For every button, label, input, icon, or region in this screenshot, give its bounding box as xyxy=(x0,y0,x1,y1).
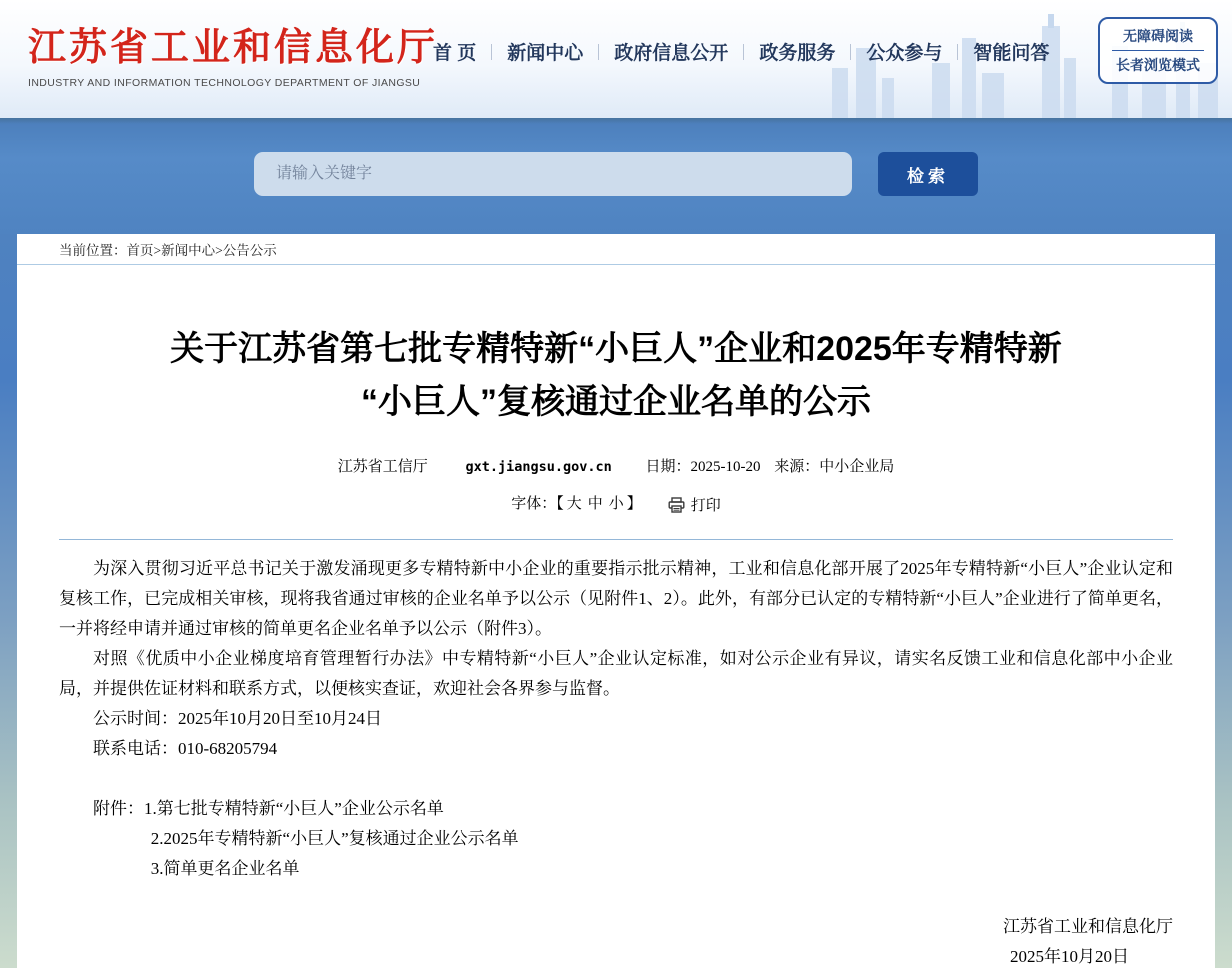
attachment-item-1[interactable]: 1.第七批专精特新“小巨人”企业公示名单 xyxy=(144,799,444,819)
attachments-label: 附件： xyxy=(93,799,144,819)
font-size-medium-button[interactable]: 中 xyxy=(587,496,603,512)
attachment-line-1 xyxy=(59,794,1173,824)
attachments xyxy=(59,794,1173,884)
bracket-open: 【 xyxy=(556,496,564,512)
nav-separator xyxy=(491,44,492,60)
contact-phone: 联系电话：010-68205794 xyxy=(93,739,278,759)
nav-separator xyxy=(743,44,744,60)
nav-separator xyxy=(598,44,599,60)
font-size-large-button[interactable]: 大 xyxy=(566,496,582,512)
article xyxy=(17,323,1215,968)
nav-item-news[interactable]: 新闻中心 xyxy=(507,43,584,64)
search-button[interactable]: 检索 xyxy=(878,152,978,196)
nav-separator xyxy=(957,44,958,60)
attachment-item-3[interactable]: 3.简单更名企业名单 xyxy=(150,859,300,879)
article-meta xyxy=(59,455,1173,476)
site-logo[interactable] xyxy=(28,16,438,89)
nav-item-home[interactable]: 首 页 xyxy=(433,43,477,64)
font-size-label: 字体： xyxy=(511,496,557,512)
main-nav xyxy=(433,38,1049,65)
site-header xyxy=(0,0,1232,118)
logo-subtitle: INDUSTRY AND INFORMATION TECHNOLOGY DEPARTMENT OF JIANGSU xyxy=(28,77,421,89)
breadcrumb-label: 当前位置： xyxy=(59,243,127,258)
meta-date: 日期：2025-10-20 xyxy=(645,459,761,475)
search-input[interactable] xyxy=(254,152,852,196)
print-label: 打印 xyxy=(690,498,721,515)
font-size-small-button[interactable]: 小 xyxy=(608,496,624,512)
accessibility-box xyxy=(1098,17,1218,84)
accessibility-divider xyxy=(1112,50,1204,51)
signature-date: 2025年10月20日 xyxy=(1010,947,1129,967)
bracket-close: 】 xyxy=(626,496,642,512)
publicity-period: 公示时间：2025年10月20日至10月24日 xyxy=(93,709,382,729)
logo-title: 江苏省工业和信息化厅 xyxy=(28,27,439,69)
breadcrumb xyxy=(17,234,1215,265)
meta-site-url: gxt.jiangsu.gov.cn xyxy=(465,459,612,475)
meta-source-dept: 江苏省工信厅 xyxy=(337,459,428,475)
paragraph-1: 为深入贯彻习近平总书记关于激发涌现更多专精特新中小企业的重要指示批示精神，工业和信息化部开展了2025年专精特新“小巨人”企业认定和复核工作，已完成相关审核，现将我省通过审核的企业名单予以公示（见附件1、2）。此外，有部分已认定的专精特新“小巨人”企业进行了简单更名，一并将经申请并通过审核的简单更名企业名单予以公示（附件3）。 xyxy=(59,559,1173,639)
nav-item-services[interactable]: 政务服务 xyxy=(759,43,836,64)
meta-origin: 来源：中小企业局 xyxy=(774,459,895,475)
nav-item-participation[interactable]: 公众参与 xyxy=(866,43,943,64)
paragraph-2: 对照《优质中小企业梯度培育管理暂行办法》中专精特新“小巨人”企业认定标准，如对公示企业有异议，请实名反馈工业和信息化部中小企业局，并提供佐证材料和联系方式，以便核实查证，欢迎社会各界参与监督。 xyxy=(59,649,1173,699)
breadcrumb-path[interactable]: 首页>新闻中心>公告公示 xyxy=(126,243,277,258)
article-body xyxy=(59,554,1173,764)
search-banner xyxy=(0,118,1232,234)
article-title xyxy=(59,323,1173,429)
signature-block xyxy=(59,912,1173,968)
nav-item-gov-info[interactable]: 政府信息公开 xyxy=(614,43,729,64)
search-row xyxy=(0,152,1232,196)
elder-mode-button[interactable]: 长者浏览模式 xyxy=(1116,57,1200,73)
accessible-reading-button[interactable]: 无障碍阅读 xyxy=(1123,28,1193,44)
nav-separator xyxy=(850,44,851,60)
nav-item-smart-qa[interactable]: 智能问答 xyxy=(973,43,1050,64)
content-panel xyxy=(17,234,1215,968)
article-title-line2: “小巨人”复核通过企业名单的公示 xyxy=(361,383,871,421)
print-button[interactable] xyxy=(668,494,721,515)
title-divider xyxy=(59,539,1173,540)
signature-org: 江苏省工业和信息化厅 xyxy=(1003,917,1173,937)
attachment-item-2[interactable]: 2.2025年专精特新“小巨人”复核通过企业公示名单 xyxy=(150,829,519,849)
printer-icon xyxy=(668,497,685,513)
font-size-row xyxy=(59,492,1173,515)
article-title-line1: 关于江苏省第七批专精特新“小巨人”企业和2025年专精特新 xyxy=(170,330,1062,368)
